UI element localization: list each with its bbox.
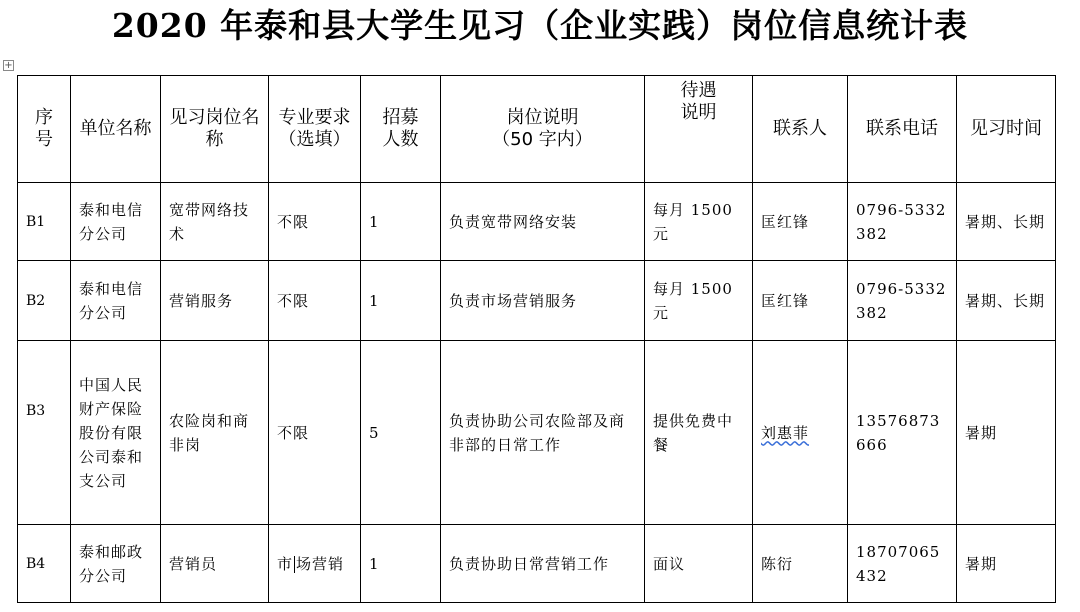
cell-pay: 每月 1500 元 bbox=[645, 183, 753, 261]
cell-period: 暑期 bbox=[957, 525, 1056, 603]
header-period: 见习时间 bbox=[957, 76, 1056, 183]
cell-major[interactable] bbox=[269, 525, 361, 603]
header-contact: 联系人 bbox=[753, 76, 848, 183]
major-text-before-cursor: 市 bbox=[277, 554, 294, 573]
cell-count: 5 bbox=[361, 341, 441, 525]
internship-table bbox=[17, 75, 1056, 603]
cell-count: 1 bbox=[361, 261, 441, 341]
cell-desc: 负责市场营销服务 bbox=[441, 261, 645, 341]
header-position: 见习岗位名称 bbox=[161, 76, 269, 183]
cell-position: 营销服务 bbox=[161, 261, 269, 341]
cell-contact bbox=[753, 341, 848, 525]
cell-unit: 泰和电信分公司 bbox=[71, 183, 161, 261]
cell-seq: B3 bbox=[18, 341, 71, 525]
cell-desc: 负责协助日常营销工作 bbox=[441, 525, 645, 603]
header-count: 招募人数 bbox=[361, 76, 441, 183]
header-pay: 待遇说明 bbox=[645, 76, 753, 183]
cell-phone: 18707065432 bbox=[848, 525, 957, 603]
cell-period: 暑期、长期 bbox=[957, 261, 1056, 341]
cell-desc: 负责宽带网络安装 bbox=[441, 183, 645, 261]
cell-desc: 负责协助公司农险部及商非部的日常工作 bbox=[441, 341, 645, 525]
header-seq: 序号 bbox=[18, 76, 71, 183]
header-unit: 单位名称 bbox=[71, 76, 161, 183]
cell-phone: 13576873666 bbox=[848, 341, 957, 525]
cell-seq: B1 bbox=[18, 183, 71, 261]
cell-contact: 陈衍 bbox=[753, 525, 848, 603]
cell-pay: 提供免费中餐 bbox=[645, 341, 753, 525]
cell-seq: B4 bbox=[18, 525, 71, 603]
cell-phone: 0796-5332382 bbox=[848, 183, 957, 261]
major-text-after-cursor: 场营销 bbox=[296, 554, 345, 573]
cell-unit: 泰和电信分公司 bbox=[71, 261, 161, 341]
cell-position: 营销员 bbox=[161, 525, 269, 603]
cell-major: 不限 bbox=[269, 183, 361, 261]
cell-phone: 0796-5332382 bbox=[848, 261, 957, 341]
cell-position: 宽带网络技术 bbox=[161, 183, 269, 261]
text-cursor bbox=[294, 556, 295, 573]
document-title: 2020 年泰和县大学生见习（企业实践）岗位信息统计表 bbox=[111, 6, 969, 45]
cell-period: 暑期 bbox=[957, 341, 1056, 525]
cell-unit: 泰和邮政分公司 bbox=[71, 525, 161, 603]
contact-name-spellcheck: 刘惠菲 bbox=[761, 423, 810, 442]
cell-contact: 匡红锋 bbox=[753, 261, 848, 341]
cell-unit: 中国人民财产保险股份有限公司泰和支公司 bbox=[71, 341, 161, 525]
cell-position: 农险岗和商非岗 bbox=[161, 341, 269, 525]
cell-major: 不限 bbox=[269, 261, 361, 341]
cell-contact: 匡红锋 bbox=[753, 183, 848, 261]
header-desc: 岗位说明（50 字内） bbox=[441, 76, 645, 183]
table-row bbox=[18, 183, 1056, 261]
cell-pay: 每月 1500 元 bbox=[645, 261, 753, 341]
table-row bbox=[18, 341, 1056, 525]
cell-period: 暑期、长期 bbox=[957, 183, 1056, 261]
header-phone: 联系电话 bbox=[848, 76, 957, 183]
cell-count: 1 bbox=[361, 525, 441, 603]
table-row bbox=[18, 261, 1056, 341]
cell-major: 不限 bbox=[269, 341, 361, 525]
header-major: 专业要求（选填） bbox=[269, 76, 361, 183]
cell-pay: 面议 bbox=[645, 525, 753, 603]
cell-seq: B2 bbox=[18, 261, 71, 341]
cell-count: 1 bbox=[361, 183, 441, 261]
table-move-handle-icon[interactable]: + bbox=[4, 60, 13, 71]
table-row bbox=[18, 525, 1056, 603]
table-header-row bbox=[18, 76, 1056, 183]
